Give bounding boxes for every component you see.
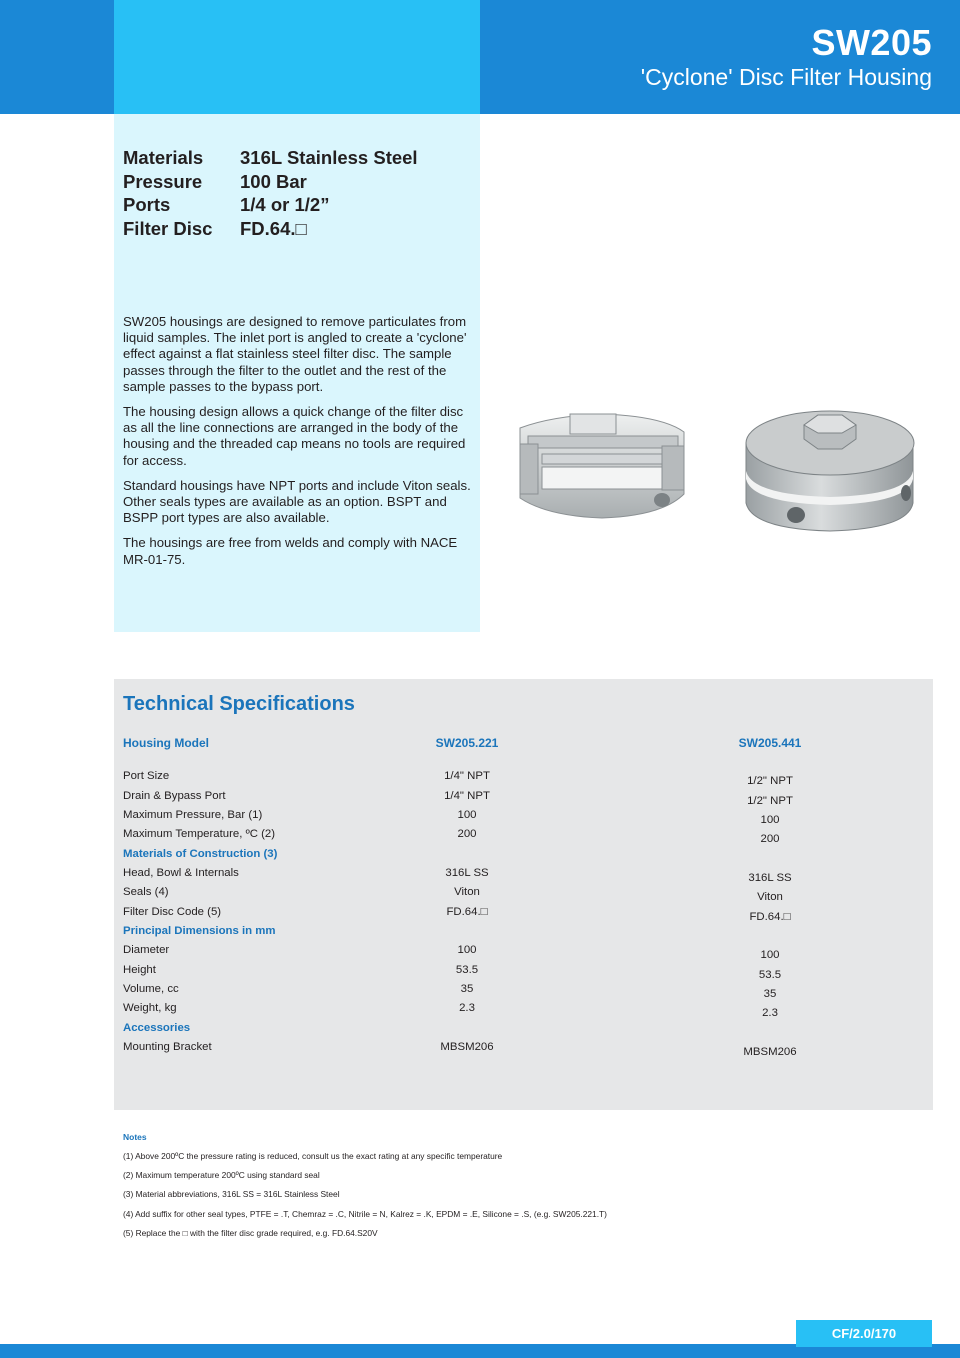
key-spec-row (123, 170, 418, 194)
spec-section-accessories: Accessories (123, 1022, 191, 1034)
housing-exterior-image (742, 405, 917, 535)
key-spec-label: Pressure (123, 170, 203, 192)
spec-label: Diameter (123, 944, 170, 956)
notes-title: Notes (123, 1132, 147, 1142)
spec-value-441: MBSM206 (743, 1046, 797, 1058)
note-item: (5) Replace the □ with the filter disc grade required, e.g. FD.64.S20V (123, 1228, 378, 1238)
spec-value-441: FD.64.□ (749, 911, 791, 923)
key-spec-row (123, 193, 418, 217)
spec-value-221: 1/4" NPT (444, 770, 490, 782)
spec-value-221: 2.3 (459, 1002, 475, 1014)
spec-value-221: 1/4" NPT (444, 790, 490, 802)
header-band-right (480, 0, 960, 114)
spec-label: Head, Bowl & Internals (123, 867, 239, 879)
key-specs (123, 146, 418, 240)
spec-value-221: MBSM206 (440, 1041, 494, 1053)
spec-label: Filter Disc Code (5) (123, 906, 222, 918)
spec-value-221: 53.5 (455, 964, 479, 976)
description-paragraph: The housing design allows a quick change of the filter disc as all the line connections are arranged in the body of the housing and the threaded cap means no tools are required for access. (123, 404, 466, 468)
spec-value-221: 100 (457, 944, 477, 956)
key-spec-row (123, 217, 418, 241)
spec-section-materials: Materials of Construction (3) (123, 848, 278, 860)
key-spec-label: Materials (123, 147, 204, 168)
header-band-accent (114, 0, 480, 114)
spec-label: Port Size (123, 770, 170, 782)
spec-value-221: 100 (457, 809, 477, 821)
spec-label: Maximum Pressure, Bar (1) (123, 809, 263, 821)
spec-label: Seals (4) (123, 886, 169, 898)
spec-label: Volume, cc (123, 983, 179, 995)
product-description (123, 314, 475, 577)
housing-cutaway-image (512, 410, 692, 525)
spec-value-441: 2.3 (762, 1007, 778, 1019)
note-item: (3) Material abbreviations, 316L SS = 316L Stainless Steel (123, 1189, 340, 1199)
spec-value-441: Viton (757, 891, 783, 903)
document-reference: CF/2.0/170 (831, 1326, 897, 1341)
spec-value-221: FD.64.□ (446, 906, 488, 918)
key-spec-value: 316L Stainless Steel (240, 147, 418, 168)
spec-value-441: 1/2" NPT (747, 775, 793, 787)
spec-value-221: 200 (457, 828, 477, 840)
spec-value-221: 316L SS (445, 867, 489, 879)
spec-section-dimensions: Principal Dimensions in mm (123, 925, 276, 937)
spec-value-221: 35 (460, 983, 474, 995)
spec-label: Mounting Bracket (123, 1041, 212, 1053)
description-paragraph: SW205 housings are designed to remove particulates from liquid samples. The inlet port is angled to create a 'cyclone' effect against a flat stainless steel filter disc. The sample passes through the filter to the outlet and the rest of the sample passes to the bypass port. (123, 314, 467, 394)
tech-specs-title: Technical Specifications (123, 693, 355, 715)
spec-value-441: 100 (760, 949, 780, 961)
key-spec-value: 100 Bar (240, 170, 307, 192)
description-paragraph: Standard housings have NPT ports and include Viton seals. Other seals types are available as an option. BSPT and BSPP port types are also available. (123, 477, 471, 526)
product-name: 'Cyclone' Disc Filter Housing (640, 64, 932, 90)
key-spec-label: Ports (123, 194, 171, 215)
note-item: (1) Above 200ºC the pressure rating is reduced, consult us the exact rating at any specific temperature (123, 1151, 503, 1161)
spec-value-221: Viton (454, 886, 480, 898)
key-spec-value: FD.64.□ (240, 217, 307, 239)
key-spec-label: Filter Disc (123, 217, 213, 239)
key-spec-value: 1/4 or 1/2” (240, 194, 330, 215)
product-code: SW205 (811, 22, 932, 63)
spec-label: Weight, kg (123, 1002, 177, 1014)
description-paragraph: The housings are free from welds and comply with NACE MR-01-75. (123, 535, 458, 567)
header-band-left (0, 0, 114, 114)
spec-value-441: 1/2" NPT (747, 795, 793, 807)
model-header-sw205-441: SW205.441 (738, 736, 802, 750)
housing-model-header: Housing Model (123, 736, 209, 750)
note-item: (4) Add suffix for other seal types, PTFE = .T, Chemraz = .C, Nitrile = N, Kalrez = .K, EPDM = .E, Silicone = .S, (e.g. SW205.221.T) (123, 1209, 607, 1219)
note-item: (2) Maximum temperature 200ºC using standard seal (123, 1170, 320, 1180)
spec-label: Height (123, 964, 156, 976)
key-spec-row (123, 146, 418, 170)
spec-label: Drain & Bypass Port (123, 790, 226, 802)
spec-value-441: 316L SS (748, 872, 792, 884)
spec-value-441: 35 (763, 988, 777, 1000)
spec-value-441: 53.5 (758, 969, 782, 981)
spec-value-441: 200 (760, 833, 780, 845)
spec-label: Maximum Temperature, ºC (2) (123, 828, 276, 840)
spec-value-441: 100 (760, 814, 780, 826)
model-header-sw205-221: SW205.221 (435, 736, 499, 750)
